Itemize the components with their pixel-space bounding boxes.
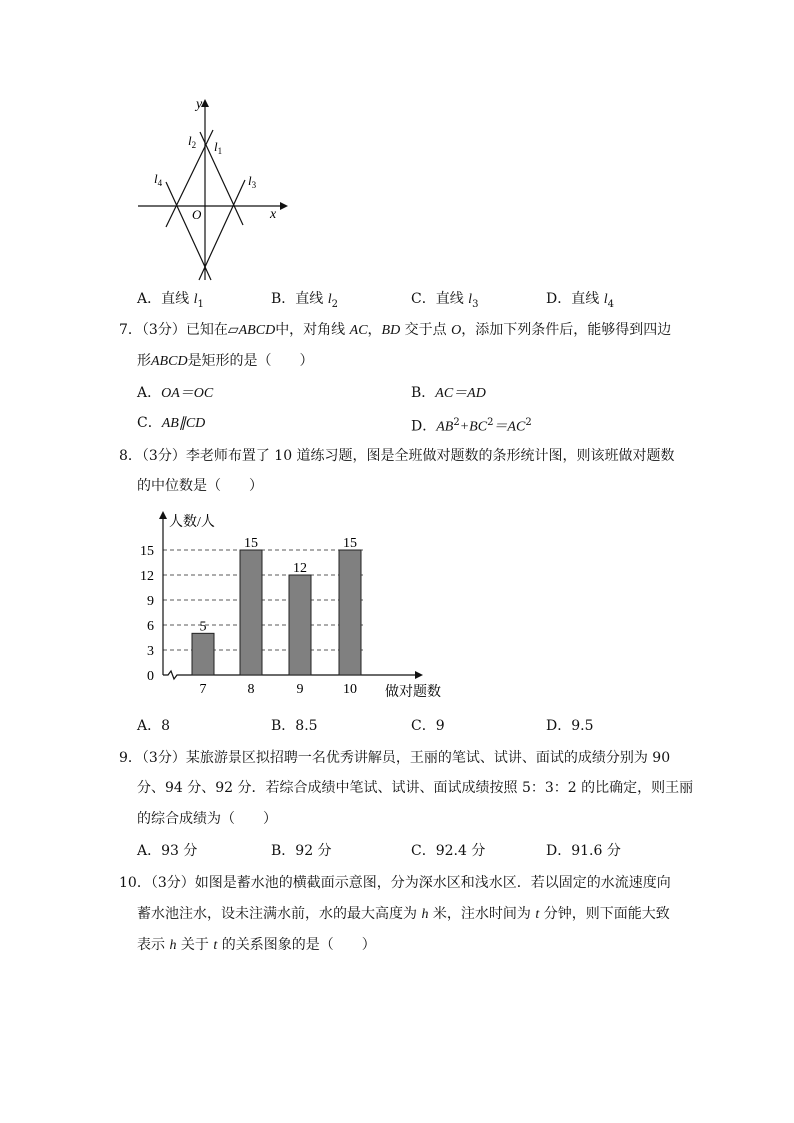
x-axis-arrow: [415, 671, 423, 679]
q8-bar-chart: [130, 505, 460, 705]
q6-option-a[interactable]: [137, 289, 204, 315]
option-text: 直线: [571, 291, 604, 307]
q6-option-d[interactable]: [546, 289, 614, 315]
line-l4-sub: 4: [157, 178, 163, 188]
bar: [339, 550, 361, 675]
line-l3-label: l: [248, 173, 252, 188]
q8-option-b[interactable]: B．8.5: [271, 718, 318, 734]
q9-option-d[interactable]: D．91.6 分: [546, 843, 621, 859]
q9-option-c[interactable]: C．92.4 分: [411, 843, 486, 859]
q9-stem-line3: 的综合成绩为（ ）: [137, 811, 277, 827]
q9-option-a[interactable]: A．93 分: [137, 843, 198, 859]
option-sub: 3: [472, 298, 479, 310]
q10-stem-line3: 表示 h 关于 t 的关系图象的是（ ）: [137, 937, 376, 953]
option-letter: A．: [137, 291, 162, 307]
y-tick-label: 12: [140, 569, 154, 584]
line-l4-label: l: [154, 171, 158, 186]
q10-stem-line2: 蓄水池注水，设未注满水前，水的最大高度为 h 米，注水时间为 t 分钟，则下面能大致: [137, 906, 670, 922]
option-var: l: [468, 292, 473, 307]
q9-option-b[interactable]: B．92 分: [271, 843, 332, 859]
q7-stem-line2: 形ABCD是矩形的是（ ）: [137, 353, 314, 369]
line-l1-sub: 1: [217, 146, 223, 156]
line-l2-sub: 2: [191, 140, 197, 150]
x-tick-label: 8: [247, 682, 255, 697]
x-axis-title: 做对题数: [385, 685, 441, 700]
option-text: 直线: [295, 291, 328, 307]
bar: [192, 633, 214, 675]
bar-value-label: 15: [244, 536, 258, 551]
q8-stem-line1: 8．（3分）李老师布置了 10 道练习题，图是全班做对题数的条形统计图，则该班做对题数: [119, 448, 675, 464]
bar-value-label: 5: [199, 619, 207, 635]
y-axis-arrow: [159, 511, 167, 519]
q8-option-c[interactable]: C．9: [411, 718, 445, 734]
y-tick-label: 0: [147, 669, 154, 684]
q7-option-c[interactable]: C．AB∥CD: [137, 415, 206, 431]
option-text: 直线: [161, 291, 194, 307]
option-letter: C．: [411, 291, 436, 307]
q9-stem-line2: 分、94 分、92 分．若综合成绩中笔试、试讲、面试成绩按照 5：3：2 的比确定，则王丽: [137, 780, 694, 796]
q8-option-d[interactable]: D．9.5: [546, 718, 594, 734]
option-sub: 1: [197, 298, 204, 310]
q8-option-a[interactable]: A．8: [137, 718, 171, 734]
x-tick-label: 9: [296, 682, 304, 697]
y-tick-label: 3: [147, 644, 154, 659]
line-l2-label: l: [188, 133, 192, 148]
option-letter: B．: [271, 291, 296, 307]
option-sub: 4: [607, 298, 614, 310]
q7-option-d[interactable]: D．$AB^2+BC^2=AC^2$: [411, 417, 532, 435]
x-axis-label: x: [270, 207, 277, 222]
q10-stem-line1: 10．（3分）如图是蓄水池的横截面示意图，分为深水区和浅水区．若以固定的水流速度向: [119, 875, 671, 891]
line-l1-label: l: [214, 139, 218, 154]
y-axis-label: y: [196, 97, 203, 112]
svg-text:l3: [248, 173, 257, 190]
origin-label: O: [192, 207, 202, 222]
bar: [289, 575, 311, 675]
y-tick-label: 9: [147, 594, 154, 609]
q8-stem-line2: 的中位数是（ ）: [137, 478, 263, 494]
y-tick-label: 6: [147, 619, 154, 634]
option-var: l: [603, 292, 608, 307]
bar-value-label: 15: [343, 536, 357, 551]
bar: [240, 550, 262, 675]
q7-stem-line1: 7．（3分）已知在▱ABCD中，对角线 AC，BD 交于点 O，添加下列条件后，能够得到四边: [119, 322, 672, 338]
q6-option-c[interactable]: [411, 289, 478, 315]
x-tick-label: 10: [343, 682, 357, 697]
q9-stem-line1: 9．（3分）某旅游景区拟招聘一名优秀讲解员，王丽的笔试、试讲、面试的成绩分别为 90: [119, 750, 671, 766]
bar-value-label: 12: [293, 561, 307, 576]
q6-option-b[interactable]: [271, 289, 338, 315]
svg-text:l1: [214, 139, 222, 156]
y-axis-title: 人数/人: [169, 515, 215, 530]
x-tick-label: 7: [199, 682, 207, 697]
option-letter: D．: [546, 291, 572, 307]
y-tick-label: 15: [140, 544, 154, 559]
svg-text:l4: [154, 171, 163, 188]
q7-option-b[interactable]: B．AC＝AD: [411, 385, 486, 401]
option-var: l: [327, 292, 332, 307]
q7-option-a[interactable]: A．OA＝OC: [137, 385, 214, 401]
svg-text:l2: [188, 133, 196, 150]
q6-coordinate-figure: [130, 90, 300, 285]
option-sub: 2: [331, 298, 339, 310]
line-l3-sub: 3: [251, 180, 257, 190]
option-var: l: [193, 292, 198, 307]
option-text: 直线: [435, 291, 469, 307]
